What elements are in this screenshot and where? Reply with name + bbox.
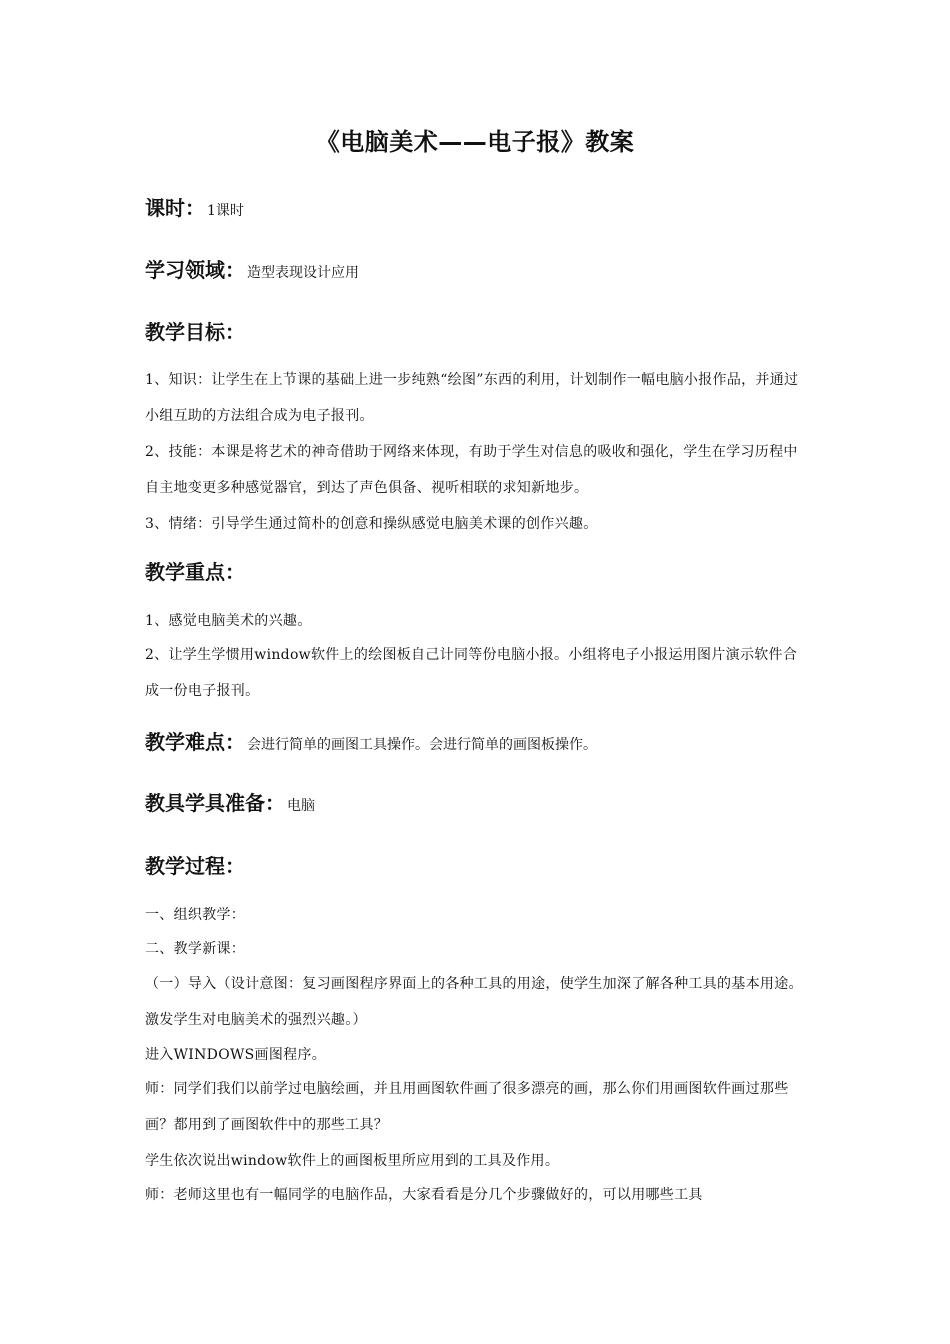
- process-label: 教学过程：: [145, 854, 245, 878]
- difficulties-row: [145, 727, 597, 760]
- process-student-answer: 学生依次说出window软件上的画图板里所应用到的工具及作用。: [145, 1153, 560, 1169]
- goal-item-knowledge: 1、知识：让学生在上节课的基础上进一步纯熟“绘图”东西的利用，计划制作一幅电脑小报作品，并通过小组互助的方法组合成为电子报刊。: [145, 372, 799, 424]
- process-enter-paint: 进入WINDOWS画图程序。: [145, 1047, 327, 1063]
- learning-area-value: 造型表现设计应用: [247, 265, 359, 281]
- process-heading: [145, 851, 245, 881]
- difficulties-value: 会进行简单的画图工具操作。会进行简单的画图板操作。: [247, 737, 597, 753]
- teaching-goals-label: 教学目标：: [145, 320, 245, 344]
- tools-row: [145, 788, 315, 821]
- tools-label: 教具学具准备：: [145, 791, 285, 815]
- class-hours-row: [145, 193, 244, 226]
- key-point-item-2: 2、让学生学惯用window软件上的绘图板自己计同等份电脑小报。小组将电子小报运用图片演示软件合成一份电子报刊。: [145, 647, 798, 699]
- process-intro-paragraph: （一）导入（设计意图：复习画图程序界面上的各种工具的用途，使学生加深了解各种工具的基本用途。激发学生对电脑美术的强烈兴趣。）: [145, 976, 803, 1028]
- process-step-organize: 一、组织教学：: [145, 907, 246, 923]
- key-point-item-1: 1、感觉电脑美术的兴趣。: [145, 613, 312, 629]
- goal-item-skill: 2、技能：本课是将艺术的神奇借助于网络来体现，有助于学生对信息的吸收和强化，学生在学习历程中自主地变更多种感觉器官，到达了声色俱备、视听相联的求知新地步。: [145, 444, 798, 496]
- process-teacher-example: 师：老师这里也有一幅同学的电脑作品，大家看看是分几个步骤做好的，可以用哪些工具: [145, 1187, 703, 1203]
- key-points-label: 教学重点：: [145, 560, 245, 584]
- teaching-goals-heading: [145, 317, 245, 347]
- goal-item-emotion: 3、情绪：引导学生通过简朴的创意和操纵感觉电脑美术课的创作兴趣。: [145, 516, 598, 532]
- document-title: 《电脑美术——电子报》教案: [315, 128, 635, 156]
- tools-value: 电脑: [287, 798, 315, 814]
- class-hours-label: 课时：: [145, 196, 205, 220]
- process-step-new-lesson: 二、教学新课：: [145, 941, 246, 957]
- process-teacher-question: 师：同学们我们以前学过电脑绘画，并且用画图软件画了很多漂亮的画，那么你们用画图软件画过那些画？都用到了画图软件中的那些工具？: [145, 1081, 789, 1133]
- key-points-heading: [145, 557, 245, 587]
- learning-area-label: 学习领域：: [145, 258, 245, 282]
- learning-area-row: [145, 255, 359, 288]
- difficulties-label: 教学难点：: [145, 730, 245, 754]
- class-hours-value: 1课时: [207, 203, 244, 219]
